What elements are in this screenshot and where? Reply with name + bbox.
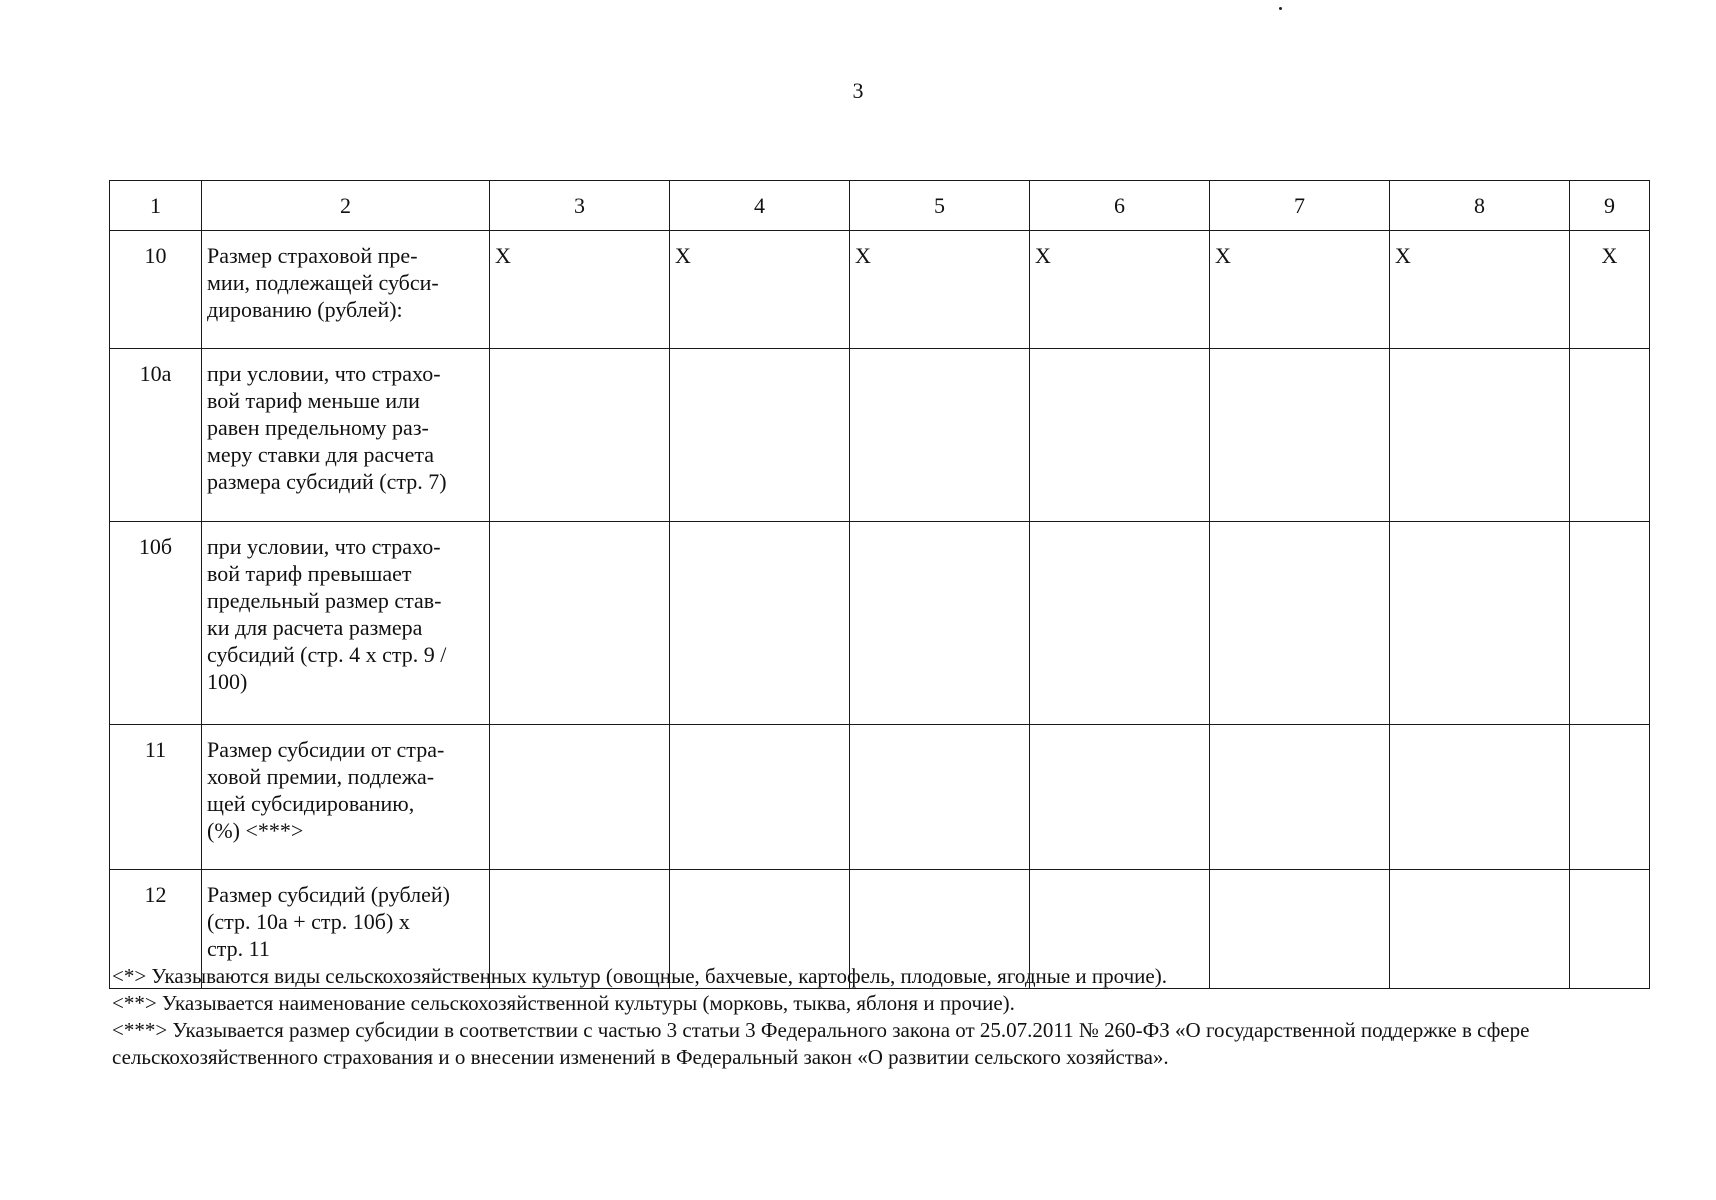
value-cell (850, 522, 1030, 725)
value-cell (1570, 522, 1650, 725)
row-label-text: Размер субсидий (рублей) (стр. 10а + стр. 10б) х стр. 11 (207, 882, 450, 961)
value-cell (1210, 725, 1390, 870)
row-label (202, 522, 490, 725)
row-label (202, 349, 490, 522)
column-number-row (110, 181, 1650, 231)
footnote-3: <***> Указывается размер субсидии в соответствии с частью 3 статьи 3 Федерального закона от 25.07.2011 № 260-ФЗ «О государственной поддержке в сфере сельскохозяйственного страхования и о внесении изменений в Федеральный закон «О развитии сельского хозяйства». (112, 1018, 1530, 1069)
value-cell (490, 522, 670, 725)
table-row (110, 725, 1650, 870)
footnote-2: <**> Указывается наименование сельскохозяйственной культуры (морковь, тыква, яблоня и прочие). (112, 991, 1015, 1015)
value-cell (1030, 725, 1210, 870)
column-header: 7 (1210, 181, 1390, 231)
value-cell (490, 725, 670, 870)
column-header: 1 (110, 181, 202, 231)
value-cell (850, 349, 1030, 522)
row-number: 10б (110, 522, 202, 725)
value-cell: X (1210, 231, 1390, 349)
row-label (202, 725, 490, 870)
table-row (110, 349, 1650, 522)
row-number: 12 (110, 870, 202, 989)
value-cell (1390, 522, 1570, 725)
row-label (202, 231, 490, 349)
value-cell: X (1030, 231, 1210, 349)
value-cell (1570, 349, 1650, 522)
value-cell (490, 349, 670, 522)
column-header: 5 (850, 181, 1030, 231)
footnotes (112, 963, 1652, 1071)
value-cell: X (670, 231, 850, 349)
value-cell: X (1390, 231, 1570, 349)
value-cell: X (490, 231, 670, 349)
value-cell (670, 725, 850, 870)
row-label-text: Размер субсидии от стра- ховой премии, подлежа- щей субсидированию, (%) <***> (207, 737, 445, 843)
column-header: 2 (202, 181, 490, 231)
value-cell (850, 725, 1030, 870)
value-cell (670, 349, 850, 522)
table-row (110, 522, 1650, 725)
column-header: 9 (1570, 181, 1650, 231)
subsidy-calculation-table (109, 180, 1650, 989)
scan-speck (1279, 7, 1282, 10)
value-cell (1210, 349, 1390, 522)
column-header: 3 (490, 181, 670, 231)
row-label-text: при условии, что страхо- вой тариф превышает предельный размер став- ки для расчета размера субсидий (стр. 4 х стр. 9 / 100) (207, 534, 447, 694)
value-cell (1390, 349, 1570, 522)
row-label-text: при условии, что страхо- вой тариф меньше или равен предельному раз- меру ставки для расчета размера субсидий (стр. 7) (207, 361, 447, 494)
value-cell: X (1570, 231, 1650, 349)
column-header: 4 (670, 181, 850, 231)
value-cell: X (850, 231, 1030, 349)
value-cell (670, 522, 850, 725)
value-cell (1390, 725, 1570, 870)
column-header: 6 (1030, 181, 1210, 231)
row-number: 10а (110, 349, 202, 522)
value-cell (1570, 725, 1650, 870)
page-number: 3 (852, 78, 864, 103)
row-label-text: Размер страховой пре- мии, подлежащей субси- дированию (рублей): (207, 243, 439, 322)
row-number: 10 (110, 231, 202, 349)
table-row (110, 231, 1650, 349)
footnote-1: <*> Указываются виды сельскохозяйственных культур (овощные, бахчевые, картофель, плодовые, ягодные и прочие). (112, 964, 1167, 988)
row-number: 11 (110, 725, 202, 870)
column-header: 8 (1390, 181, 1570, 231)
value-cell (1210, 522, 1390, 725)
value-cell (1030, 522, 1210, 725)
value-cell (1030, 349, 1210, 522)
